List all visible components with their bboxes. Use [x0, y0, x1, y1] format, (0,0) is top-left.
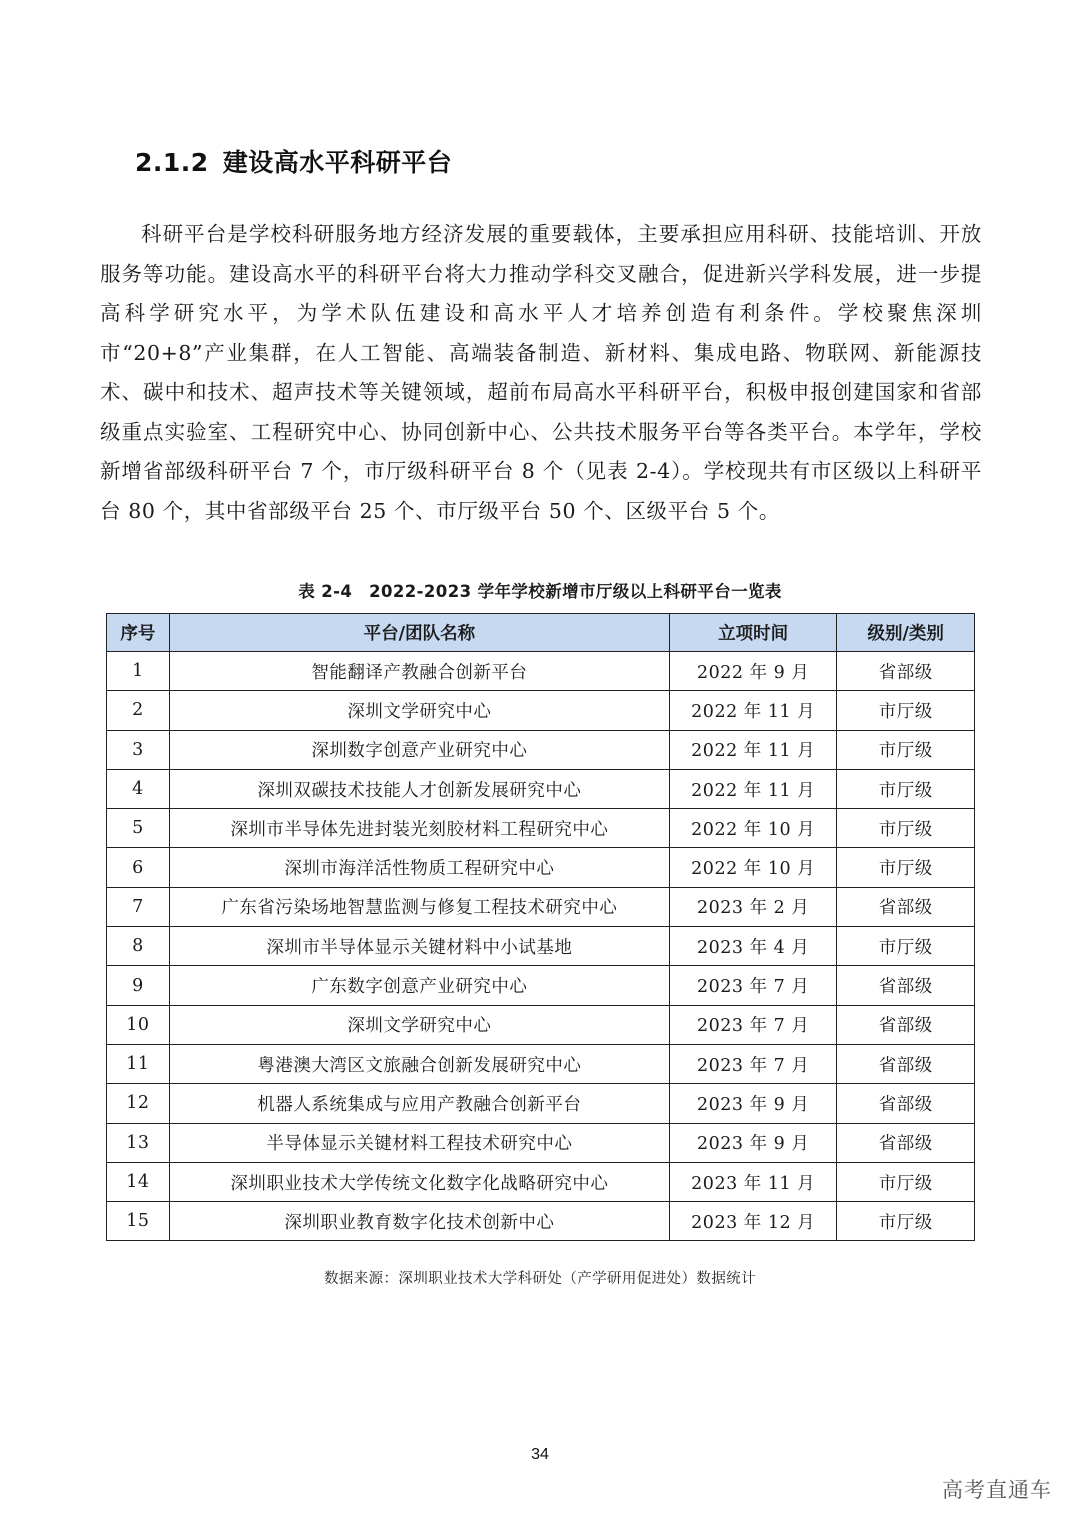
cell-name: 智能翻译产教融合创新平台: [169, 652, 669, 691]
table-row: [107, 652, 975, 691]
page-number: 34: [531, 1446, 549, 1463]
table-caption: 表 2-4 2022-2023 学年学校新增市厅级以上科研平台一览表: [298, 582, 782, 601]
cell-date: 2023 年 7 月: [669, 1005, 837, 1044]
cell-level: 省部级: [837, 1084, 975, 1123]
cell-seq: 10: [107, 1005, 170, 1044]
cell-seq: 9: [107, 966, 170, 1005]
cell-name: 机器人系统集成与应用产教融合创新平台: [169, 1084, 669, 1123]
cell-level: 省部级: [837, 652, 975, 691]
cell-level: 市厅级: [837, 927, 975, 966]
cell-seq: 12: [107, 1084, 170, 1123]
cell-date: 2022 年 9 月: [669, 652, 837, 691]
cell-seq: 15: [107, 1202, 170, 1241]
cell-seq: 7: [107, 887, 170, 926]
table-source-note: 数据来源：深圳职业技术大学科研处（产学研用促进处）数据统计: [323, 1271, 757, 1287]
table-header-row: [107, 614, 975, 652]
table-row: [107, 809, 975, 848]
cell-name: 深圳文学研究中心: [169, 691, 669, 730]
cell-name: 半导体显示关键材料工程技术研究中心: [169, 1123, 669, 1162]
cell-level: 市厅级: [837, 730, 975, 769]
table-row: [107, 691, 975, 730]
table-row: [107, 1202, 975, 1241]
header-date: 立项时间: [669, 614, 837, 652]
cell-date: 2023 年 2 月: [669, 887, 837, 926]
table-row: [107, 1084, 975, 1123]
cell-date: 2023 年 11 月: [669, 1162, 837, 1201]
cell-level: 省部级: [837, 966, 975, 1005]
cell-name: 深圳文学研究中心: [169, 1005, 669, 1044]
cell-name: 粤港澳大湾区文旅融合创新发展研究中心: [169, 1044, 669, 1083]
cell-date: 2022 年 10 月: [669, 809, 837, 848]
cell-name: 深圳双碳技术技能人才创新发展研究中心: [169, 769, 669, 808]
cell-name: 广东省污染场地智慧监测与修复工程技术研究中心: [169, 887, 669, 926]
cell-name: 广东数字创意产业研究中心: [169, 966, 669, 1005]
cell-name: 深圳职业教育数字化技术创新中心: [169, 1202, 669, 1241]
cell-date: 2022 年 10 月: [669, 848, 837, 887]
cell-name: 深圳市海洋活性物质工程研究中心: [169, 848, 669, 887]
cell-level: 市厅级: [837, 769, 975, 808]
table-row: [107, 1123, 975, 1162]
cell-seq: 1: [107, 652, 170, 691]
header-name: 平台/团队名称: [169, 614, 669, 652]
cell-name: 深圳数字创意产业研究中心: [169, 730, 669, 769]
cell-seq: 8: [107, 927, 170, 966]
header-level: 级别/类别: [837, 614, 975, 652]
cell-seq: 5: [107, 809, 170, 848]
cell-seq: 6: [107, 848, 170, 887]
cell-date: 2023 年 4 月: [669, 927, 837, 966]
cell-seq: 14: [107, 1162, 170, 1201]
cell-date: 2023 年 7 月: [669, 966, 837, 1005]
cell-level: 省部级: [837, 887, 975, 926]
table-row: [107, 1005, 975, 1044]
cell-seq: 2: [107, 691, 170, 730]
body-paragraph: 科研平台是学校科研服务地方经济发展的重要载体，主要承担应用科研、技能培训、开放服务等功能。建设高水平的科研平台将大力推动学科交叉融合，促进新兴学科发展，进一步提高科学研究水平，为学术队伍建设和高水平人才培养创造有利条件。学校聚焦深圳市“20+8”产业集群，在人工智能、高端装备制造、新材料、集成电路、物联网、新能源技术、碳中和技术、超声技术等关键领域，超前布局高水平科研平台，积极申报创建国家和省部级重点实验室、工程研究中心、协同创新中心、公共技术服务平台等各类平台。本学年，学校新增省部级科研平台 7 个，市厅级科研平台 8 个（见表 2-4）。学校现共有市区级以上科研平台 80 个，其中省部级平台 25 个、市厅级平台 50 个、区级平台 5 个。: [100, 222, 982, 523]
cell-level: 省部级: [837, 1005, 975, 1044]
table-row: [107, 887, 975, 926]
section-title: 建设高水平科研平台: [222, 148, 453, 177]
cell-seq: 3: [107, 730, 170, 769]
cell-name: 深圳市半导体显示关键材料中小试基地: [169, 927, 669, 966]
cell-level: 省部级: [837, 1123, 975, 1162]
cell-name: 深圳市半导体先进封装光刻胶材料工程研究中心: [169, 809, 669, 848]
cell-date: 2023 年 9 月: [669, 1084, 837, 1123]
cell-level: 市厅级: [837, 1202, 975, 1241]
cell-level: 市厅级: [837, 691, 975, 730]
cell-level: 市厅级: [837, 848, 975, 887]
watermark-text: 高考直通车: [942, 1478, 1052, 1502]
table-row: [107, 927, 975, 966]
cell-date: 2022 年 11 月: [669, 730, 837, 769]
cell-name: 深圳职业技术大学传统文化数字化战略研究中心: [169, 1162, 669, 1201]
research-platform-table: [106, 613, 975, 1241]
header-seq: 序号: [107, 614, 170, 652]
cell-seq: 11: [107, 1044, 170, 1083]
cell-seq: 13: [107, 1123, 170, 1162]
cell-date: 2022 年 11 月: [669, 691, 837, 730]
cell-date: 2022 年 11 月: [669, 769, 837, 808]
table-row: [107, 730, 975, 769]
cell-level: 市厅级: [837, 1162, 975, 1201]
table-row: [107, 769, 975, 808]
cell-date: 2023 年 7 月: [669, 1044, 837, 1083]
cell-level: 市厅级: [837, 809, 975, 848]
cell-seq: 4: [107, 769, 170, 808]
table-row: [107, 1162, 975, 1201]
table-row: [107, 848, 975, 887]
cell-date: 2023 年 12 月: [669, 1202, 837, 1241]
section-heading: [135, 143, 452, 179]
section-number: 2.1.2: [135, 148, 209, 177]
table-row: [107, 966, 975, 1005]
cell-level: 省部级: [837, 1044, 975, 1083]
cell-date: 2023 年 9 月: [669, 1123, 837, 1162]
table-row: [107, 1044, 975, 1083]
